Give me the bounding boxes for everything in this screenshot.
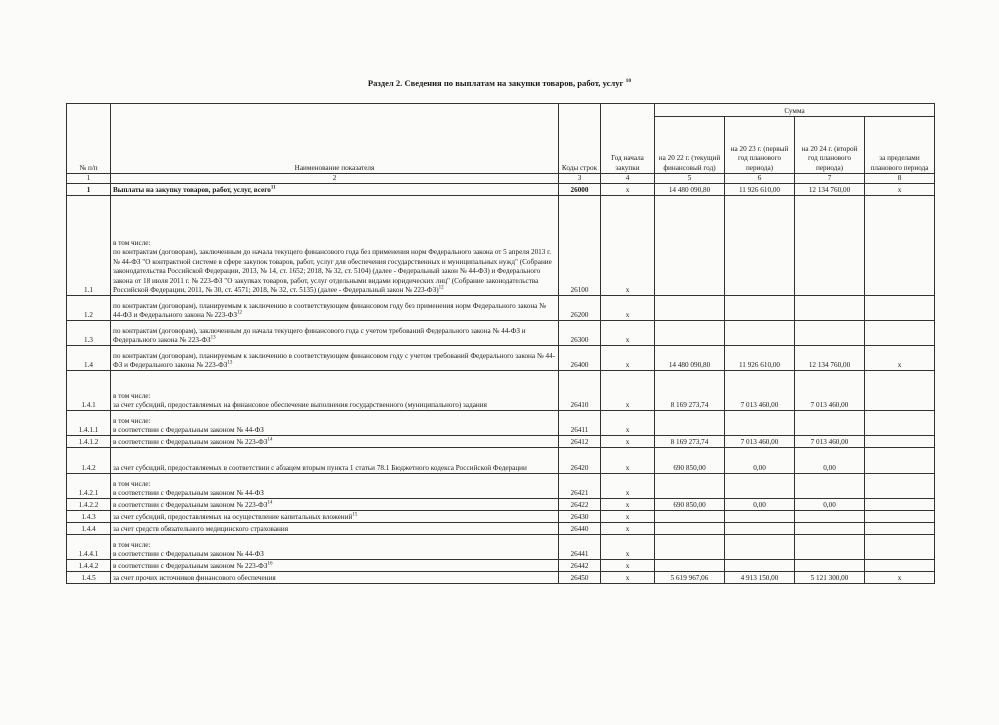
row-v6	[725, 523, 795, 535]
row-v6: 11 926 610,00	[725, 346, 795, 371]
row-code: 26410	[559, 371, 601, 411]
row-v7: 12 134 760,00	[795, 346, 865, 371]
table-row	[67, 511, 935, 523]
row-year: x	[601, 321, 655, 346]
row-num: 1.4.1.2	[67, 436, 111, 448]
row-code: 26422	[559, 499, 601, 511]
row-v7	[795, 296, 865, 321]
row-v5	[655, 535, 725, 560]
row-code: 26421	[559, 474, 601, 499]
row-v7	[795, 474, 865, 499]
row-v7: 7 013 460,00	[795, 371, 865, 411]
row-year: x	[601, 560, 655, 572]
section-title-footnote: 10	[625, 78, 632, 85]
row-code: 26300	[559, 321, 601, 346]
row-year: x	[601, 474, 655, 499]
row-num: 1.2	[67, 296, 111, 321]
row-v5	[655, 411, 725, 436]
row-v5	[655, 523, 725, 535]
row-num: 1.4.5	[67, 572, 111, 584]
row-code: 26450	[559, 572, 601, 584]
row-code: 26441	[559, 535, 601, 560]
row-year: x	[601, 448, 655, 474]
row-v8	[865, 321, 935, 346]
row-v5: 5 619 967,06	[655, 572, 725, 584]
row-v7	[795, 411, 865, 436]
row-v6: 7 013 460,00	[725, 371, 795, 411]
column-number: 3	[559, 174, 601, 184]
row-name: Выплаты на закупку товаров, работ, услуг, всего$^{11}$	[111, 184, 559, 196]
row-year: x	[601, 499, 655, 511]
row-num: 1.4.4	[67, 523, 111, 535]
row-name: в том числе: в соответствии с Федеральным законом № 44-ФЗ	[111, 411, 559, 436]
row-v8: x	[865, 346, 935, 371]
row-v6: 11 926 610,00	[725, 184, 795, 196]
table-row	[67, 184, 935, 196]
row-year: x	[601, 511, 655, 523]
row-v5	[655, 474, 725, 499]
row-v8	[865, 196, 935, 296]
row-v8	[865, 411, 935, 436]
row-year: x	[601, 523, 655, 535]
row-name: за счет субсидий, предоставляемых на осуществление капитальных вложений$^{15}$	[111, 511, 559, 523]
row-name: в том числе: по контрактам (договорам), заключенным до начала текущего финансового года без применения норм Федерального закона от 5 апреля 2013 г. № 44-ФЗ "О контрактной системе в сфере закупок товаров, работ, услуг для обеспечения государственных и муниципальных нужд" (Собрание законодательства Российской Федерации, 2013, № 14, ст. 1652; 2018, № 32, ст. 5104) (далее - Федеральный закон № 44-ФЗ) и Федерального закона от 18 июля 2011 г. № 223-ФЗ "О закупках товаров, работ, услуг отдельными видами юридических лиц" (Собрание законодательства Российской Федерации, 2011, № 30, ст. 4571; 2018, № 32, ст. 5135) (далее - Федеральный закон № 223-ФЗ)$^{12}$	[111, 196, 559, 296]
column-number: 5	[655, 174, 725, 184]
row-year: x	[601, 572, 655, 584]
column-number: 8	[865, 174, 935, 184]
row-num: 1.4.3	[67, 511, 111, 523]
row-v7: 7 013 460,00	[795, 436, 865, 448]
row-v5: 14 480 090,80	[655, 184, 725, 196]
row-code: 26440	[559, 523, 601, 535]
row-v6: 0,00	[725, 499, 795, 511]
table-row	[67, 371, 935, 411]
row-name: за счет средств обязательного медицинского страхования	[111, 523, 559, 535]
row-v7	[795, 196, 865, 296]
row-num: 1.4.2	[67, 448, 111, 474]
row-num: 1.1	[67, 196, 111, 296]
row-year: x	[601, 184, 655, 196]
row-v8	[865, 371, 935, 411]
table-row	[67, 436, 935, 448]
row-name: в том числе: в соответствии с Федеральным законом № 44-ФЗ	[111, 535, 559, 560]
row-num: 1.4.4.1	[67, 535, 111, 560]
row-v6: 7 013 460,00	[725, 436, 795, 448]
header-code: Коды строк	[559, 104, 601, 174]
column-number: 4	[601, 174, 655, 184]
table-row	[67, 411, 935, 436]
row-v5	[655, 560, 725, 572]
header-sum: Сумма	[655, 104, 935, 117]
table-row	[67, 321, 935, 346]
row-v7	[795, 523, 865, 535]
table-row	[67, 572, 935, 584]
header-col6: на 20 23 г. (первый год планового периода)	[725, 117, 795, 174]
header-npp: № п/п	[67, 104, 111, 174]
row-v8	[865, 523, 935, 535]
row-num: 1	[67, 184, 111, 196]
column-number: 7	[795, 174, 865, 184]
row-v8	[865, 499, 935, 511]
row-v5	[655, 511, 725, 523]
table-row	[67, 346, 935, 371]
row-v5: 690 850,00	[655, 448, 725, 474]
header-row-1	[67, 104, 935, 117]
table-row	[67, 535, 935, 560]
row-year: x	[601, 436, 655, 448]
section-title	[0, 78, 999, 88]
row-code: 26442	[559, 560, 601, 572]
row-code: 26430	[559, 511, 601, 523]
row-name: в том числе: в соответствии с Федеральным законом № 44-ФЗ	[111, 474, 559, 499]
row-v6	[725, 196, 795, 296]
row-v7: 0,00	[795, 499, 865, 511]
row-num: 1.4.4.2	[67, 560, 111, 572]
table-row	[67, 523, 935, 535]
row-v8	[865, 448, 935, 474]
column-number-row	[67, 174, 935, 184]
table-row	[67, 499, 935, 511]
row-v8	[865, 511, 935, 523]
row-v8	[865, 296, 935, 321]
row-num: 1.4	[67, 346, 111, 371]
row-v8	[865, 474, 935, 499]
row-name: в том числе: за счет субсидий, предоставляемых на финансовое обеспечение выполнения государственного (муниципального) задания	[111, 371, 559, 411]
row-v8: x	[865, 184, 935, 196]
row-num: 1.4.1.1	[67, 411, 111, 436]
row-v8: x	[865, 572, 935, 584]
row-year: x	[601, 296, 655, 321]
row-v6	[725, 560, 795, 572]
row-code: 26100	[559, 196, 601, 296]
row-v5: 690 850,00	[655, 499, 725, 511]
row-name: за счет прочих источников финансового обеспечения	[111, 572, 559, 584]
row-v6	[725, 474, 795, 499]
row-year: x	[601, 371, 655, 411]
table-row	[67, 448, 935, 474]
row-name: по контрактам (договорам), планируемым к заключению в соответствующем финансовом году без применения норм Федерального закона № 44-ФЗ и Федерального закона № 223-ФЗ$^{12}$	[111, 296, 559, 321]
row-code: 26412	[559, 436, 601, 448]
header-col5: на 20 22 г. (текущий финансовый год)	[655, 117, 725, 174]
row-name: за счет субсидий, предоставляемых в соответствии с абзацем вторым пункта 1 статьи 78.1 Бюджетного кодекса Российской Федерации	[111, 448, 559, 474]
row-name: в соответствии с Федеральным законом № 223-ФЗ$^{16}$	[111, 560, 559, 572]
row-num: 1.4.2.1	[67, 474, 111, 499]
row-code: 26411	[559, 411, 601, 436]
header-year: Год начала закупки	[601, 104, 655, 174]
column-number: 6	[725, 174, 795, 184]
row-year: x	[601, 346, 655, 371]
header-name: Наименование показателя	[111, 104, 559, 174]
row-v5	[655, 296, 725, 321]
row-name: в соответствии с Федеральным законом № 223-ФЗ$^{14}$	[111, 436, 559, 448]
column-number: 2	[111, 174, 559, 184]
row-v6	[725, 535, 795, 560]
row-v7: 5 121 300,00	[795, 572, 865, 584]
row-v8	[865, 436, 935, 448]
row-v7	[795, 535, 865, 560]
row-v7	[795, 511, 865, 523]
row-v5	[655, 196, 725, 296]
row-v7	[795, 321, 865, 346]
row-name: в соответствии с Федеральным законом № 223-ФЗ$^{14}$	[111, 499, 559, 511]
row-v8	[865, 535, 935, 560]
purchases-table	[66, 103, 935, 584]
row-name: по контрактам (договорам), заключенным до начала текущего финансового года с учетом требований Федерального закона № 44-ФЗ и Федерального закона № 223-ФЗ$^{13}$	[111, 321, 559, 346]
row-code: 26400	[559, 346, 601, 371]
row-v7: 12 134 760,00	[795, 184, 865, 196]
section-title-text: Раздел 2. Сведения по выплатам на закупки товаров, работ, услуг	[367, 78, 624, 88]
header-col7: на 20 24 г. (второй год планового периода)	[795, 117, 865, 174]
row-year: x	[601, 535, 655, 560]
row-v5: 8 169 273,74	[655, 436, 725, 448]
header-col8: за пределами планового периода	[865, 117, 935, 174]
row-v7	[795, 560, 865, 572]
column-number: 1	[67, 174, 111, 184]
row-code: 26420	[559, 448, 601, 474]
row-name: по контрактам (договорам), планируемым к заключению в соответствующем финансовом году с учетом требований Федерального закона № 44-ФЗ и Федерального закона № 223-ФЗ$^{13}$	[111, 346, 559, 371]
row-num: 1.4.2.2	[67, 499, 111, 511]
row-v5	[655, 321, 725, 346]
row-v6: 0,00	[725, 448, 795, 474]
row-num: 1.4.1	[67, 371, 111, 411]
row-num: 1.3	[67, 321, 111, 346]
row-code: 26200	[559, 296, 601, 321]
table-row	[67, 296, 935, 321]
row-v6	[725, 321, 795, 346]
row-v5: 14 480 090,80	[655, 346, 725, 371]
row-code: 26000	[559, 184, 601, 196]
row-v8	[865, 560, 935, 572]
row-v6	[725, 411, 795, 436]
row-v6	[725, 296, 795, 321]
row-year: x	[601, 411, 655, 436]
row-v7: 0,00	[795, 448, 865, 474]
row-year: x	[601, 196, 655, 296]
row-v6: 4 913 150,00	[725, 572, 795, 584]
row-v6	[725, 511, 795, 523]
table-row	[67, 196, 935, 296]
table-row	[67, 560, 935, 572]
row-v5: 8 169 273,74	[655, 371, 725, 411]
table-row	[67, 474, 935, 499]
